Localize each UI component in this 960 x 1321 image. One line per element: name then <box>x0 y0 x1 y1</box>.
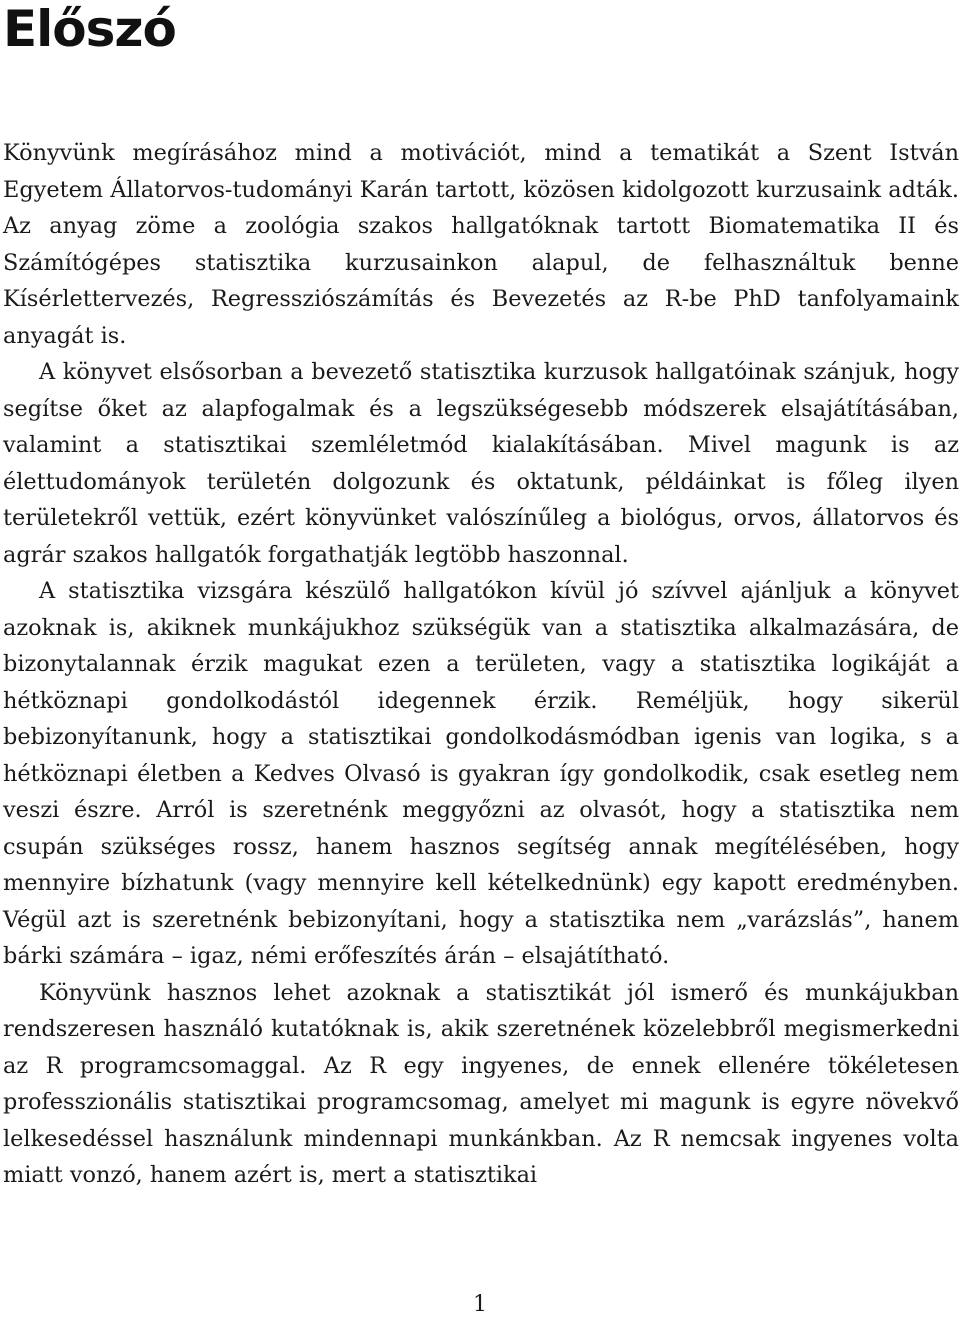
paragraph: Könyvünk hasznos lehet azoknak a statisztikát jól ismerő és munkájukban rendszeresen használó kutatóknak is, akik szeretnének közelebbről megismerkedni az R programcsomaggal. Az R egy ingyenes, de ennek ellenére tökéletesen professzionális statisztikai programcsomag, amelyet mi magunk is egyre növekvő lelkesedéssel használunk mindennapi munkánkban. Az R nemcsak ingyenes volta miatt vonzó, hanem azért is, mert a statisztikai <box>3 979 959 1188</box>
page-number: 1 <box>473 1292 487 1317</box>
paragraph: A statisztika vizsgára készülő hallgatókon kívül jó szívvel ajánljuk a könyvet azoknak is, akiknek munkájukhoz szükségük van a statisztika alkalmazására, de bizonytalannak érzik magukat ezen a területen, vagy a statisztika logikáját a hétköznapi gondolkodástól idegennek érzik. Reméljük, hogy sikerül bebizonyítanunk, hogy a statisztikai gondolkodásmódban igenis van logika, s a hétköznapi életben a Kedves Olvasó is gyakran így gondolkodik, csak esetleg nem veszi észre. Arról is szeretnénk meggyőzni az olvasót, hogy a statisztika nem csupán szükséges rossz, hanem hasznos segítség annak megítélésében, hogy mennyire bízhatunk (vagy mennyire kell kételkednünk) egy kapott eredményben. Végül azt is szeretnénk bebizonyítani, hogy a statisztika nem „varázslás”, hanem bárki számára – igaz, némi erőfeszítés árán – elsajátítható. <box>3 578 959 969</box>
paragraph: Könyvünk megírásához mind a motivációt, mind a tematikát a Szent István Egyetem Állatorvos-tudományi Karán tartott, közösen kidolgozott kurzusaink adták. Az anyag zöme a zoológia szakos hallgatóknak tartott Biomatematika II és Számítógépes statisztika kurzusainkon alapul, de felhasználtuk benne Kísérlettervezés, Regressziószámítás és Bevezetés az R-be PhD tanfolyamaink anyagát is. <box>3 140 959 349</box>
chapter-title: Előszó <box>3 0 176 58</box>
paragraph: A könyvet elsősorban a bevezető statisztika kurzusok hallgatóinak szánjuk, hogy segítse őket az alapfogalmak és a legszükségesebb módszerek elsajátításában, valamint a statisztikai szemléletmód kialakításában. Mivel magunk is az élettudományok területén dolgozunk és oktatunk, példáinkat is főleg ilyen területekről vettük, ezért könyvünket valószínűleg a biológus, orvos, állatorvos és agrár szakos hallgatók forgathatják legtöbb haszonnal. <box>3 359 959 568</box>
body-text <box>3 135 959 1194</box>
